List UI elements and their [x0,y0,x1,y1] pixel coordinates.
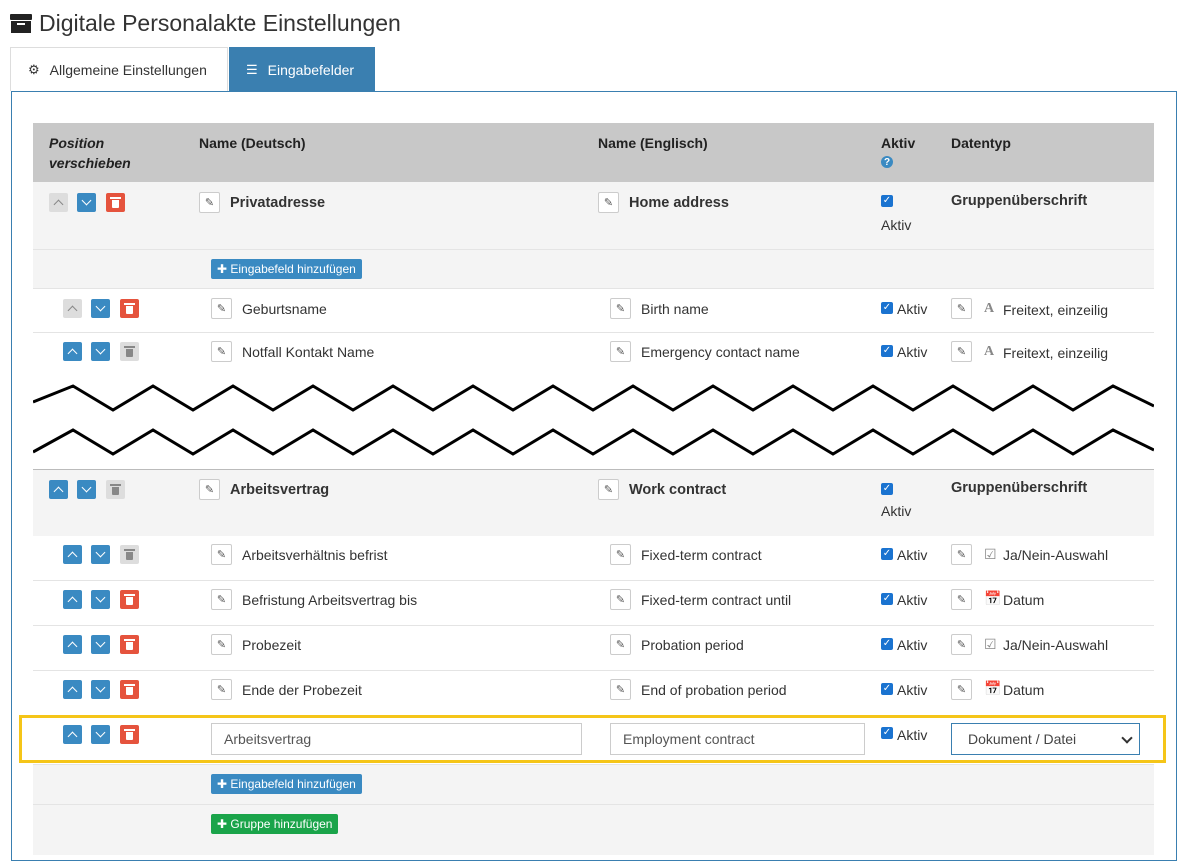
delete-button[interactable] [106,480,125,499]
field-name-en: Probation period [641,637,744,653]
field-name-en: Emergency contact name [641,344,800,360]
datentyp-label: Freitext, einzeilig [1003,345,1109,361]
field-name-de: Probezeit [242,637,302,653]
add-field-button[interactable]: ✚ Eingabefeld hinzufügen [211,259,362,279]
highlight-box [19,715,1166,763]
field-name-en: Fixed-term contract [641,547,762,563]
edit-pencil-icon[interactable]: ✎ [211,634,232,655]
header-position: Position verschieben [49,135,131,171]
font-icon: A [984,344,995,359]
edit-pencil-icon[interactable]: ✎ [951,634,972,655]
edit-pencil-icon[interactable]: ✎ [211,298,232,319]
field-name-de: Geburtsname [242,301,327,317]
datentyp-label: Datum [1003,592,1045,608]
group-row [33,182,1154,250]
archive-icon [10,13,32,33]
group-name-de: Arbeitsvertrag [230,482,330,498]
page-header [10,8,401,38]
field-name-en: Birth name [641,301,709,317]
add-field-row [33,765,1154,805]
add-group-row [33,805,1154,855]
datentyp-label: Freitext, einzeilig [1003,302,1109,318]
edit-pencil-icon[interactable]: ✎ [951,679,972,700]
aktiv-checkbox[interactable]: ✓ [882,683,892,694]
gear-icon: ⚙ [28,61,40,77]
add-field-row [33,250,1154,289]
field-name-de: Ende der Probezeit [242,682,362,698]
aktiv-label: Aktiv [897,682,928,698]
edit-pencil-icon[interactable]: ✎ [951,544,972,565]
aktiv-label: Aktiv [881,217,912,233]
aktiv-checkbox[interactable]: ✓ [882,195,892,206]
edit-pencil-icon[interactable]: ✎ [598,479,619,500]
calendar-icon: 📅 [984,590,1002,606]
checkbox-icon: ☑ [984,636,997,652]
edit-pencil-icon[interactable]: ✎ [211,589,232,610]
aktiv-checkbox[interactable]: ✓ [882,345,892,356]
list-icon: ☰ [246,61,258,77]
aktiv-label: Aktiv [897,727,928,743]
aktiv-label: Aktiv [897,547,928,563]
move-down-button[interactable] [91,545,110,564]
aktiv-checkbox[interactable]: ✓ [882,548,892,559]
move-down-button[interactable] [77,480,96,499]
aktiv-checkbox[interactable]: ✓ [882,638,892,649]
field-name-de: Notfall Kontakt Name [242,344,375,360]
edit-pencil-icon[interactable]: ✎ [199,192,220,213]
table-row [33,289,1154,333]
field-name-en: Fixed-term contract until [641,592,792,608]
datentyp-label: Ja/Nein-Auswahl [1003,637,1109,653]
tab-bar [10,47,375,92]
aktiv-label: Aktiv [897,301,928,317]
header-name-de: Name (Deutsch) [199,135,306,151]
aktiv-label: Aktiv [897,637,928,653]
group-name-en: Work contract [629,482,727,498]
header-datentyp: Datentyp [951,135,1011,151]
header-aktiv: Aktiv [881,135,916,151]
header-name-en: Name (Englisch) [598,135,708,151]
move-down-button[interactable] [91,299,110,318]
edit-pencil-icon[interactable]: ✎ [610,544,631,565]
content-break-zigzag [33,376,1154,469]
aktiv-checkbox[interactable]: ✓ [882,302,892,313]
edit-pencil-icon[interactable]: ✎ [610,634,631,655]
add-field-button[interactable]: ✚ Eingabefeld hinzufügen [211,774,362,794]
aktiv-checkbox[interactable]: ✓ [882,727,892,738]
calendar-icon: 📅 [984,680,1002,696]
table-row [33,333,1154,376]
tab-label: Allgemeine Einstellungen [49,61,207,78]
aktiv-label: Aktiv [897,592,928,608]
edit-pencil-icon[interactable]: ✎ [199,479,220,500]
select-value: Dokument / Datei [968,731,1077,747]
aktiv-checkbox[interactable]: ✓ [882,593,892,604]
edit-pencil-icon[interactable]: ✎ [211,679,232,700]
checkbox-icon: ☑ [984,546,997,562]
move-up-button[interactable] [63,545,82,564]
help-icon[interactable]: ? [881,156,893,168]
tab-allgemeine-einstellungen[interactable] [10,47,228,91]
edit-pencil-icon[interactable]: ✎ [610,341,631,362]
move-up-button[interactable] [63,299,82,318]
page-title: Digitale Personalakte Einstellungen [39,9,401,36]
table-row [33,626,1154,671]
table-header [33,123,1154,182]
delete-button[interactable] [120,342,139,361]
group-row [33,469,1154,537]
datentyp-label: Gruppenüberschrift [951,193,1088,209]
aktiv-label: Aktiv [881,503,912,519]
move-up-button[interactable] [63,342,82,361]
delete-button[interactable] [120,545,139,564]
edit-pencil-icon[interactable]: ✎ [610,589,631,610]
delete-button[interactable] [120,680,139,699]
delete-button[interactable] [120,635,139,654]
table-row [33,671,1154,716]
datentyp-label: Datum [1003,682,1045,698]
field-name-de: Befristung Arbeitsvertrag bis [242,592,418,608]
edit-pencil-icon[interactable]: ✎ [211,544,232,565]
move-down-button[interactable] [91,680,110,699]
plus-icon: ✚ [217,817,231,831]
move-down-button[interactable] [91,590,110,609]
delete-button[interactable] [106,193,125,212]
edit-pencil-icon[interactable]: ✎ [598,192,619,213]
edit-pencil-icon[interactable]: ✎ [211,341,232,362]
move-up-button[interactable] [63,680,82,699]
move-up-button[interactable] [49,193,68,212]
datentyp-label: Gruppenüberschrift [951,480,1088,496]
zigzag-divider-icon [33,376,1154,469]
edit-pencil-icon[interactable]: ✎ [610,679,631,700]
datentyp-label: Ja/Nein-Auswahl [1003,547,1109,563]
plus-icon: ✚ [217,777,231,791]
move-up-button[interactable] [49,480,68,499]
tab-label: Eingabefelder [267,61,355,78]
add-group-button[interactable]: ✚ Gruppe hinzufügen [211,814,338,834]
aktiv-label: Aktiv [897,344,928,360]
plus-icon: ✚ [217,262,231,276]
delete-button[interactable] [120,299,139,318]
edit-pencil-icon[interactable]: ✎ [951,589,972,610]
font-icon: A [984,301,995,316]
field-name-en: End of probation period [641,682,787,698]
aktiv-checkbox[interactable]: ✓ [882,483,892,494]
move-up-button[interactable] [63,590,82,609]
group-name-en: Home address [629,195,729,211]
move-down-button[interactable] [91,342,110,361]
table-row [33,581,1154,626]
tab-eingabefelder[interactable] [229,47,375,92]
table-row [33,536,1154,581]
edit-pencil-icon[interactable]: ✎ [951,341,972,362]
move-up-button[interactable] [63,635,82,654]
group-name-de: Privatadresse [230,195,326,211]
field-name-de: Arbeitsverhältnis befrist [242,547,388,563]
move-down-button[interactable] [91,635,110,654]
edit-pencil-icon[interactable]: ✎ [951,298,972,319]
edit-pencil-icon[interactable]: ✎ [610,298,631,319]
move-down-button[interactable] [77,193,96,212]
delete-button[interactable] [120,590,139,609]
